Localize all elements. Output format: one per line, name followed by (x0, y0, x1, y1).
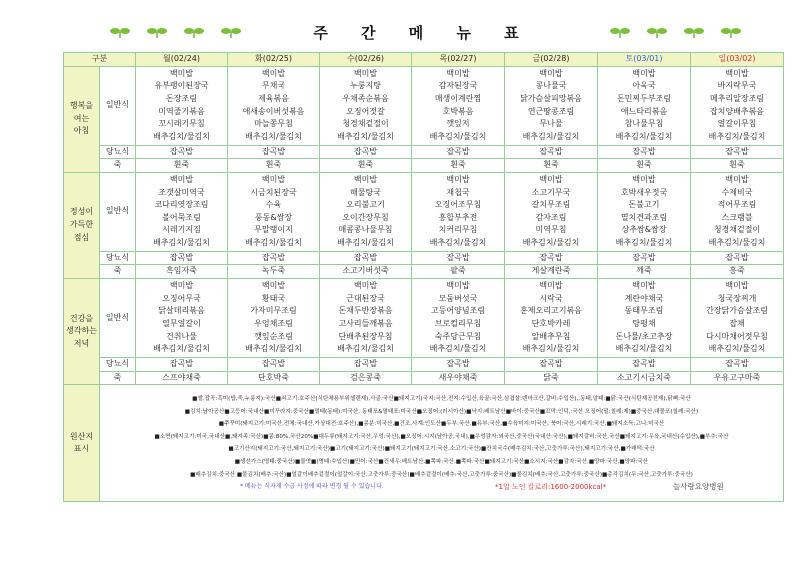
header-row (64, 53, 784, 67)
dish-item: 시금치된장국 (250, 187, 297, 197)
day-menu-cell (320, 278, 412, 357)
dish-item: 백미밥 (353, 68, 378, 78)
dish-item: 매콤콩나물무침 (338, 225, 393, 235)
day-header: 금(02/28) (505, 53, 598, 67)
dish-item: 조갯살미역국 (158, 187, 205, 197)
dish-item: 감자조림 (535, 212, 567, 222)
dish-item: 건취나물 (166, 331, 197, 341)
day-menu-cell (136, 172, 228, 251)
day-header: 월(02/24) (136, 53, 228, 67)
dish-item: 배추김치/물김치 (429, 344, 487, 354)
dish-item: 배추김치/물김치 (245, 131, 302, 141)
dish-item: 배추김치/물김치 (615, 131, 673, 141)
dish-item: 백미밥 (446, 68, 470, 78)
dish-item: 닭가슴살피망볶음 (520, 94, 582, 103)
origin-label-line: 표시 (73, 444, 90, 454)
dish-item: 백미밥 (353, 281, 378, 291)
diabetic-item: 잡곡밥 (691, 357, 784, 371)
dish-item: 배추김치/물김치 (245, 237, 302, 247)
day-menu-cell (598, 278, 691, 357)
meal-name-line: 행복을 (69, 101, 94, 111)
porridge-item: 흰죽 (412, 159, 505, 173)
day-menu-cell (412, 172, 505, 251)
diabetic-item: 잡곡밥 (320, 251, 412, 265)
porridge-item: 단호박죽 (228, 371, 320, 385)
meal-porridge-row (64, 371, 784, 385)
title-row (63, 20, 783, 46)
dish-item: 백미밥 (725, 68, 749, 78)
dish-item: 훈제오리고기볶음 (520, 306, 582, 316)
dish-item: 백미밥 (725, 175, 749, 184)
porridge-item: 게살계란죽 (505, 265, 598, 279)
diabetic-item: 잡곡밥 (136, 145, 228, 159)
dish-item: 청국장찌개 (717, 293, 757, 303)
dish-item: 청경채겉절이 (342, 119, 389, 129)
dish-item: 배추김치/물김치 (615, 237, 673, 247)
meal-name-line: 정성이 (69, 207, 94, 217)
dish-item: 배추김치/물김치 (615, 344, 673, 354)
porridge-item: 흰죽 (598, 159, 691, 173)
origin-line: ■생선가스(명태:중국산)■물엿■(명태:수입산)■민어:국산■건새우:베트남산,■쪽파:국산,■쪽파:국산■돼지고기:국산■소시지:국산■감자:국산,■양파:국산,■양파:국산 (234, 459, 649, 466)
dish-item: 상추쌈&쌈장 (621, 225, 667, 235)
meal-name-line: 여는 (73, 113, 90, 123)
dish-item: 무말랭이지 (254, 225, 293, 235)
origin-row (64, 385, 784, 502)
dish-item: 무나물 (539, 119, 563, 129)
dish-item: 배추김치/물김치 (153, 344, 210, 354)
diabetic-item: 잡곡밥 (412, 251, 505, 265)
origin-line: ■배추김치:중국산 ■물김치(배추:국산)■얼갈이배추겉절이(얼갈이:국산,고춧가루:중국산)■배추겉절이(배추:국산,고춧가루:중국산)■물김치(배추:국산,고춧가루:중국산)■총각김치(무:국산,고춧가루:중국산) (190, 471, 693, 478)
dish-item: 흥합부추전 (438, 212, 478, 222)
diabetic-label: 당뇨식 (100, 357, 136, 371)
day-header: 목(02/27) (412, 53, 505, 67)
day-header: 수(02/26) (320, 53, 412, 67)
origin-line: ■고기산지(돼지고기:국산,돼지고기:국산)■고기(돼지고기:국산)■돼지고기(돼지고기:국산,소고기:국산)■잔치국수(배추김치:국산,고춧가루:국산),돼지고기:국산,■가래떡:국산 (228, 446, 655, 453)
dish-item: 브로컬리무침 (434, 318, 482, 328)
dish-item: 배추김치/물김치 (522, 344, 580, 354)
dish-item: 가자미무조림 (250, 306, 297, 316)
dish-item: 해물탕국 (350, 187, 381, 197)
dish-item: 소고기무국 (531, 187, 571, 197)
porridge-item: 우유고구마죽 (691, 371, 784, 385)
diabetic-item: 잡곡밥 (598, 251, 691, 265)
diabetic-item: 잡곡밥 (598, 357, 691, 371)
dish-item: 배추김치/물김치 (337, 237, 394, 247)
day-menu-cell (228, 66, 320, 145)
dish-item: 잡채 (729, 318, 745, 328)
dish-item: 미역줄기볶음 (158, 106, 205, 116)
diabetic-item: 잡곡밥 (228, 145, 320, 159)
dish-item: 돈민찌두부조림 (616, 94, 672, 103)
dish-item: 배추김치/물김치 (522, 131, 580, 141)
dish-item: 돈장조림 (166, 94, 197, 103)
dish-item: 아욱국 (632, 81, 656, 91)
meal-name-line: 저녁 (73, 338, 90, 348)
diabetic-item: 잡곡밥 (598, 145, 691, 159)
porridge-item: 새우야채죽 (412, 371, 505, 385)
meal-name (64, 66, 100, 172)
page-title: 주 간 메 뉴 표 (313, 24, 533, 42)
diabetic-label: 당뇨식 (100, 145, 136, 159)
day-menu-cell (505, 278, 598, 357)
general-label: 일반식 (100, 66, 136, 145)
dish-item: 잡치양배추볶음 (709, 106, 765, 116)
dish-item: 돈채두반장볶음 (338, 306, 393, 316)
dish-item: 깻잎지 (446, 119, 470, 129)
dish-item: 백미밥 (353, 175, 378, 184)
porridge-item: 소고기버섯죽 (320, 265, 412, 279)
dish-item: 재첩국 (446, 187, 470, 197)
gubun-header: 구분 (64, 53, 136, 67)
meal-diabetic-row (64, 145, 784, 159)
dish-item: 백미밥 (261, 68, 286, 78)
meal-name (64, 278, 100, 384)
diabetic-item: 잡곡밥 (136, 357, 228, 371)
calorie-note: *1일 노인 칼로리:1600-2000kcal* (495, 483, 607, 492)
day-menu-cell (136, 278, 228, 357)
diabetic-item: 잡곡밥 (320, 145, 412, 159)
porridge-item: 흰죽 (136, 159, 228, 173)
porridge-item: 녹두죽 (228, 265, 320, 279)
dish-item: 얼갈이무침 (717, 119, 757, 129)
dish-item: 숙주당근무침 (434, 331, 482, 341)
dish-item: 호박새우젓국 (620, 187, 668, 197)
porridge-item: 흰죽 (228, 159, 320, 173)
porridge-item: 소고기시금치죽 (598, 371, 691, 385)
porridge-item: 닭죽 (505, 371, 598, 385)
dish-item: 호박볶음 (442, 106, 474, 116)
day-menu-cell (505, 66, 598, 145)
day-menu-cell (320, 172, 412, 251)
dish-item: 배추김치/물김치 (429, 237, 487, 247)
dish-item: 백미밥 (261, 281, 286, 291)
meal-general-row (64, 278, 784, 357)
dish-item: 근대된장국 (346, 293, 385, 303)
dish-item: 간장닭가슴살조림 (706, 306, 768, 316)
porridge-item: 흰죽 (691, 159, 784, 173)
general-label: 일반식 (100, 278, 136, 357)
dish-item: 누룽지탕 (350, 81, 381, 91)
dish-item: 수육 (265, 200, 282, 210)
dish-item: 제육볶음 (258, 94, 289, 103)
meal-porridge-row (64, 159, 784, 173)
meal-name-line: 건강을 (69, 313, 94, 323)
meal-porridge-row (64, 265, 784, 279)
general-label: 일반식 (100, 172, 136, 251)
dish-item: 바지락무국 (717, 81, 757, 91)
day-menu-cell (136, 66, 228, 145)
origin-line: ■쌀,잡곡:흑미(밥,죽,누룽지):국산■쇠고기:호주산(식탄체용부위셀렌제),사골:국산■돼지고기(국지:국산,전지:수입산,육꿀:국산,삼겹살:덴마크산,갈비:수입산),,동태,알태:■닭:국산(식탄제공전제),닭뼈:국산 (192, 396, 691, 403)
dish-item: 백미밥 (446, 281, 470, 291)
meal-general-row (64, 172, 784, 251)
origin-label (64, 385, 100, 502)
dish-item: 모둠버섯국 (438, 293, 478, 303)
dish-item: 배추김치/물김치 (337, 131, 394, 141)
dish-item: 배추김치/물김치 (708, 237, 766, 247)
dish-item: 백미밥 (169, 175, 194, 184)
dish-item: 계란야채국 (624, 293, 664, 303)
meal-name-line: 점심 (73, 232, 90, 242)
dish-item: 오징어무국 (162, 293, 201, 303)
porridge-item: 흑임자죽 (136, 265, 228, 279)
meal-name-line: 아침 (73, 126, 90, 136)
dish-item: 백미밥 (539, 68, 563, 78)
dish-item: 백미밥 (632, 281, 656, 291)
origin-info (100, 385, 784, 502)
diabetic-item: 잡곡밥 (136, 251, 228, 265)
day-menu-cell (691, 278, 784, 357)
dish-item: 시래기지짐 (162, 225, 201, 235)
dish-item: 배추김치/물김치 (708, 131, 766, 141)
diabetic-item: 잡곡밥 (228, 251, 320, 265)
porridge-label: 죽 (100, 265, 136, 279)
day-menu-cell (505, 172, 598, 251)
meal-name-line: 가득한 (69, 220, 94, 230)
diabetic-item: 잡곡밥 (228, 357, 320, 371)
dish-item: 연근땅콩조림 (527, 106, 575, 116)
diabetic-item: 잡곡밥 (412, 357, 505, 371)
diabetic-item: 잡곡밥 (505, 145, 598, 159)
dish-item: 멸치견과조림 (620, 212, 668, 222)
dish-item: 배추김치/물김치 (708, 344, 766, 354)
dish-item: 돈불고기 (628, 200, 660, 210)
dish-item: 오징어젓갈 (346, 106, 385, 116)
diabetic-item: 잡곡밥 (691, 145, 784, 159)
dish-item: 백미밥 (725, 281, 749, 291)
footer-notes (100, 481, 783, 493)
meal-name (64, 172, 100, 278)
dish-item: 동태무조림 (624, 306, 664, 316)
dish-item: 배추김치/물김치 (429, 131, 487, 141)
dish-item: 배추김치/물김치 (245, 344, 302, 354)
day-header: 일(03/02) (691, 53, 784, 67)
porridge-label: 죽 (100, 371, 136, 385)
sprout-icon (683, 26, 705, 38)
dish-item: 청경채겉절이 (713, 225, 761, 235)
dish-item: 황태국 (261, 293, 286, 303)
dish-item: 단호박카레 (531, 318, 571, 328)
dish-item: 오징어조무침 (434, 200, 482, 210)
dish-item: 무채국 (261, 81, 286, 91)
dish-item: 치커리무침 (438, 225, 478, 235)
origin-line: ■쭈꾸미(돼지고기:미국산,전체:국내산,가상대전:호주산),■콩분:미국산,■건조,사계:인도산■두부:국산,■유부:국산,■수육미지:미국산, 북어:국산,시래기:국산,■돼지소득:고니:미국산 (218, 421, 665, 428)
dish-item: 콩나물국 (535, 81, 567, 91)
day-menu-cell (691, 66, 784, 145)
origin-label-line: 원산지 (69, 431, 94, 441)
diabetic-item: 잡곡밥 (320, 357, 412, 371)
dish-item: 알배추무침 (531, 331, 571, 341)
dish-item: 감자된장국 (438, 81, 478, 91)
day-menu-cell (228, 172, 320, 251)
day-menu-cell (228, 278, 320, 357)
dish-item: 백미밥 (169, 68, 194, 78)
origin-line: ■김치:남아공산■고등어:국내산■미꾸라지:중국산■멸태(동태):미국산, 동태포&멸태포:미국산■오징어:(러시아산)■낙지:베트남산■바이:중국산■꼬막:인덕,:국산 오징어(펄:칠레:제)■중국산,대물포(칠레:국산) (184, 408, 699, 415)
diabetic-item: 잡곡밥 (412, 145, 505, 159)
dish-item: 백미밥 (632, 175, 656, 184)
diabetic-item: 잡곡밥 (505, 357, 598, 371)
dish-item: 백미밥 (539, 175, 563, 184)
sprout-icon (720, 26, 742, 38)
dish-item: 메추리알장조림 (709, 94, 765, 103)
day-menu-cell (691, 172, 784, 251)
hospital-name: 늘사랑요양병원 (673, 482, 724, 492)
dish-item: 유부팽이된장국 (154, 81, 209, 91)
dish-item: 다시마채어젓무침 (706, 331, 768, 341)
meal-diabetic-row (64, 357, 784, 371)
dish-item: 갈치무조림 (531, 200, 571, 210)
dish-item: 꼬시래기무침 (158, 119, 205, 129)
dish-item: 단배추된장무침 (338, 331, 393, 341)
dish-item: 수제비국 (721, 187, 753, 197)
dish-item: 탕평채 (632, 318, 656, 328)
dish-item: 스크램블 (721, 212, 753, 222)
meal-name-line: 생각하는 (66, 326, 97, 336)
day-header: 화(02/25) (228, 53, 320, 67)
sprout-icon (609, 26, 631, 38)
porridge-item: 흰죽 (505, 159, 598, 173)
dish-item: 오리불고기 (346, 200, 385, 210)
dish-item: 코다리엿장조림 (154, 200, 209, 210)
dish-item: 백미밥 (446, 175, 470, 184)
dish-item: 백미밥 (539, 281, 563, 291)
dish-item: 참나물무침 (624, 119, 664, 129)
dish-item: 깻잎순조림 (254, 331, 293, 341)
dish-item: 애느타리볶음 (620, 106, 668, 116)
dish-item: 고사리들깨볶음 (338, 318, 393, 328)
dish-item: 미역무침 (535, 225, 567, 235)
dish-item: 백미밥 (632, 68, 656, 78)
dish-item: 애새송이버섯볶음 (242, 106, 305, 116)
day-menu-cell (412, 278, 505, 357)
diabetic-item: 잡곡밥 (691, 251, 784, 265)
diabetic-label: 당뇨식 (100, 251, 136, 265)
day-header: 토(03/01) (598, 53, 691, 67)
dish-item: 백미밥 (261, 175, 286, 184)
menu-change-notice: * 메뉴는 식자재 수급 사정에 따라 변경 될 수 있습니다. (240, 483, 384, 491)
dish-item: 시락국 (539, 293, 563, 303)
day-menu-cell (598, 172, 691, 251)
day-menu-cell (320, 66, 412, 145)
dish-item: 매생이계란찜 (434, 94, 482, 103)
weekly-menu-table (63, 52, 784, 502)
diabetic-item: 잡곡밥 (505, 251, 598, 265)
dish-item: 돈나물/초고추장 (615, 331, 673, 341)
day-menu-cell (598, 66, 691, 145)
dish-item: 적어무조림 (717, 200, 757, 210)
porridge-label: 죽 (100, 159, 136, 173)
dish-item: 배추김치/물김치 (153, 131, 210, 141)
porridge-item: 스프야채죽 (136, 371, 228, 385)
dish-item: 볼어묵조림 (162, 212, 201, 222)
dish-item: 우채족순볶음 (342, 94, 389, 103)
porridge-item: 팥죽 (412, 265, 505, 279)
dish-item: 마늘쫑무침 (254, 119, 293, 129)
porridge-item: 깨죽 (598, 265, 691, 279)
porridge-item: 흥죽 (691, 265, 784, 279)
dish-item: 열무얼갈이 (162, 318, 201, 328)
porridge-item: 검은콩죽 (320, 371, 412, 385)
porridge-item: 흰죽 (320, 159, 412, 173)
dish-item: 배추김치/물김치 (522, 237, 580, 247)
origin-line: ■소면(돼지고기:미국,국내산■,돼지족:국산)■콩:80%,국산20%■대두류(돼지고기:국산,우엉:국산),■오징어:시지(남아공,국내),■우엉감자:외국산,중국산(국내산:국산),■돼지갈비:국산,국산■돼지고기:우육,국내산(수입산),■부추:국산 (154, 433, 729, 440)
sprout-icon (646, 26, 668, 38)
day-menu-cell (412, 66, 505, 145)
dish-item: 배추김치/물김치 (153, 237, 210, 247)
dish-item: 우엉채조림 (254, 318, 293, 328)
meal-diabetic-row (64, 251, 784, 265)
dish-item: 배추김치/물김치 (337, 344, 394, 354)
dish-item: 풍동&쌈장 (254, 212, 293, 222)
dish-item: 오이간장무침 (342, 212, 389, 222)
meal-general-row (64, 66, 784, 145)
dish-item: 닭살데리볶음 (158, 306, 205, 316)
dish-item: 고등어양념조림 (430, 306, 486, 316)
dish-item: 백미밥 (169, 281, 194, 291)
